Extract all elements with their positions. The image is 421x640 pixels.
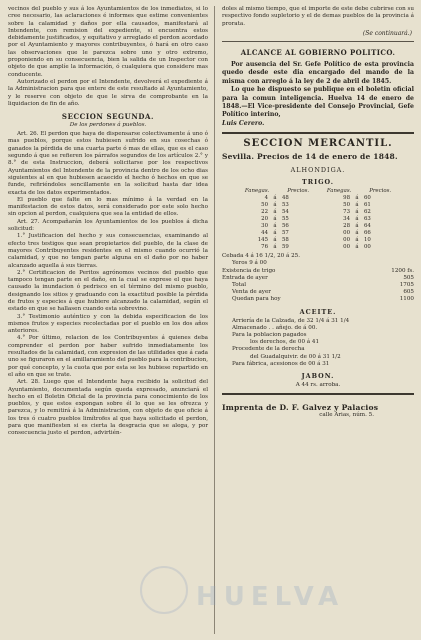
price-cell: 60 (364, 195, 371, 202)
price-cell: 28 (343, 223, 350, 230)
printer-credit: Imprenta de D. F. Galvez y Palacios (222, 403, 379, 413)
printer-address: calle Arias, núm. 5. (319, 412, 374, 419)
price-cell: á (273, 237, 277, 244)
price-cell: 62 (364, 209, 371, 216)
price-row (222, 195, 414, 202)
price-cell: 00 (343, 237, 350, 244)
mercantil-heading: SECCION MERCANTIL. (243, 138, 393, 150)
price-cell: 48 (282, 195, 289, 202)
price-cell: á (355, 216, 359, 223)
spacer (302, 216, 326, 223)
price-cell: á (355, 230, 359, 237)
alcance-heading: ALCANCE AL GOBIERNO POLITICO. (240, 47, 396, 57)
price-cell: á (355, 223, 359, 230)
price-row (222, 202, 414, 209)
signature: Luis Cerero. (222, 119, 265, 127)
paragraph: 3.° Testimonio auténtico y con la debida especificacion de los mismos frutos y especies recolectadas por el pueblo en los dos años anteriores. (8, 313, 208, 335)
right-column (222, 6, 414, 418)
section-heading: SECCION SEGUNDA. (61, 112, 155, 122)
price-cell: 58 (282, 237, 289, 244)
notice-text: Por ausencia del Sr. Gefe Político de esta provincia quedo desde este dia encargado del mando de la misma con arreglo á la ley de 2 de abril de 1845. (222, 60, 414, 85)
divider (222, 393, 414, 395)
paragraph: Art. 27. Acompañarán los Ayuntamientos de los pueblos á dicha solicitud: (8, 218, 208, 233)
price-cell: á (273, 230, 277, 237)
price-table (222, 195, 414, 251)
price-cell: 34 (343, 216, 350, 223)
divider (222, 41, 414, 42)
continued-note: (Se continuará.) (362, 29, 412, 37)
precios-header: Precios. (369, 188, 392, 195)
price-cell: á (273, 209, 277, 216)
price-cell: 76 (261, 244, 268, 251)
paragraph: 4.° Por último, relacion de los Contribuyentes á quienes deba comprender el perdon por haber sufrido inmediatamente los resultados de la calamidad, con expresion de las utilidades que á cada uno se figuraron en el amillaramiento del pueblo para la contribucion, por qué concepto, y la cuota que por esta se les hubiese repartido en el año en que se trate. (8, 335, 208, 378)
price-row (222, 216, 414, 223)
paragraph: vecinos del pueblo y sus á los Ayuntamientos de los inmediatos, si lo cree necesario, las aclaraciones é informes que estime convenientes sobre la calamidad y daños por ella causados, manifestará al Intendente, con remision del expediente, si encuentra estos debidamente justificados, y equitativo y arreglado el perdon acordado por el Ayuntamiento y mayores contribuyentes, ó hará en otro caso las observaciones que le parezca sobre uno y otro extremo, proponiendo en su consecuencia, bien la salida de un Inspector con objeto de que amplíe la información, ó cualquiera que considere mas conducente. (8, 6, 208, 78)
price-cell: á (273, 202, 277, 209)
price-cell: á (273, 216, 277, 223)
aceite-line: Almacenado . . añejo. de á 00. (232, 324, 318, 331)
notice-text: Lo que he dispuesto se publique en el boletin oficial para la comun inteligencia. Huelva 14 de enero de 1848.—El Vice-presidente del Consejo Provincial, Gefe Político interino, (222, 86, 414, 119)
price-row (222, 244, 414, 251)
paragraph: Art. 28. Luego que el Intendente haya recibido la solicitud del Ayuntamiento, documentada según queda expresado, anunciará el hecho en el Boletin Oficial de la provincia para conocimiento de los pueblos, y que estos expongan sobre él lo que se les ofrezca y parezca, y lo remitirá á la Administracion, con objeto de que oficie á los tres ó cuatro pueblos limítrofes al que haya solicitado el perdon, para que manifiesten si es cierta la desgracia que se alega, y por consecuencia justo el perdon, advirtién- (8, 379, 208, 437)
price-cell: 20 (261, 216, 268, 223)
left-column (8, 6, 208, 438)
paragraph: doles al mismo tiempo, que el importe de este debe cubrirse con su respectivo fondo supletorio y el de demas pueblos de la provincia á prorata. (222, 6, 414, 27)
price-cell: 56 (282, 223, 289, 230)
archive-watermark: HUELVA (196, 582, 345, 612)
price-cell: 10 (364, 237, 371, 244)
price-row (222, 223, 414, 230)
paragraph: 1.° Justificacion del hecho y sus consecuencias, examinando al efecto tres testigos que sean propietarios del pueblo, de la clase de mayores Contribuyentes residentes en el mismo cuando ocurrió la calamidad, y que no tengan parte alguna en el daño por no haber alcanzado aquella á sus tierras. (8, 233, 208, 269)
aceite-line: Para fábrica, acesionos de 00 á 31 (232, 360, 330, 367)
spacer (302, 244, 326, 251)
jabon-price: A 44 rs. arroba. (295, 381, 341, 388)
price-cell: 57 (282, 230, 289, 237)
price-cell: 00 (343, 244, 350, 251)
ledger-row: Quedan para hoy 1100 (232, 296, 414, 303)
price-cell: 63 (364, 216, 371, 223)
aceite-heading: ACEITE. (299, 307, 337, 316)
aceite-line: del Guadalquivir. de 00 á 31 1/2 (250, 353, 341, 360)
price-cell: á (355, 202, 359, 209)
column-divider (214, 6, 215, 634)
paragraph: Autorizado el perdon por el Intendente, devolverá el expediente á la Administracion para que entere de este resultado al Ayuntamiento, y le reserve con objeto de que le sirva de comprobante en la liquidacion de fin de año. (8, 78, 208, 107)
spacer (302, 209, 326, 216)
aceite-line: Procedente de la derecha (232, 346, 305, 353)
price-cell: 50 (261, 202, 268, 209)
price-cell: 55 (282, 216, 289, 223)
aceite-line: los derechos, de 00 á 41 (250, 339, 320, 346)
price-cell: 53 (282, 202, 289, 209)
price-cell: á (355, 244, 359, 251)
price-cell: á (273, 195, 277, 202)
spacer (302, 223, 326, 230)
price-cell: 00 (364, 244, 371, 251)
fanegas-header: Fanegas. (244, 188, 270, 195)
price-cell: 145 (257, 237, 268, 244)
sevilla-heading: Sevilla. Precios de 14 de enero de 1848. (222, 152, 398, 162)
price-cell: 54 (282, 209, 289, 216)
price-cell: 4 (264, 195, 268, 202)
precios-header: Precios. (287, 188, 310, 195)
price-cell: á (355, 209, 359, 216)
alhondiga-heading: ALHONDIGA. (290, 166, 346, 175)
jabon-heading: JABON. (301, 371, 335, 380)
ledger-row: Entrada de ayer 505 (222, 274, 414, 281)
price-row (222, 237, 414, 244)
aceite-line: Para la poblacion pagados (232, 331, 307, 338)
fanegas-header: Fanegas. (326, 188, 352, 195)
price-cell: á (273, 244, 277, 251)
price-cell: 44 (261, 230, 268, 237)
price-cell: 66 (364, 230, 371, 237)
spacer (302, 230, 326, 237)
ledger-row: Venta de ayer 605 (232, 289, 414, 296)
price-cell: á (273, 223, 277, 230)
paragraph: 2.° Certificacion de Peritos agrónomos vecinos del pueblo que tampoco tengan parte en el daño, en la cual se exprese el que haya causado la inundacion ó pedrisco en el término del mismo pueblo, designando los sitios y graduando con la exactitud posible la pérdida de frutos y especies á que hubiere alcanzado la calamidad, según el estado en que se hallasen cuando esta sobrevino. (8, 269, 208, 313)
price-cell: 30 (261, 223, 268, 230)
paragraph: Art. 26. El perdon que haya de dispensarse colectivamente á uno ó mas pueblos, porque estos hubiesen sufrido en sus cosechas ó ganados la pérdida de una cuarta parte ó mas de ellas, que es el caso segundo á que se refieren los párrafos segundos de los artículos 2.° y 8.° de esta Instruccion, deberá solicitarse por los respectivos Ayuntamientos del Intendente de la provincia dentro de los ocho dias siguientes al en que hubiesen acaecido el hecho ó hechos en que se funde, refiriéndoles sencillamente en la solicitud hasta dar idea exacta de los datos experimentados. (8, 131, 208, 196)
price-cell: 64 (364, 223, 371, 230)
price-cell: 59 (282, 244, 289, 251)
spacer (302, 195, 326, 202)
trigo-heading: TRIGO. (302, 178, 334, 187)
archive-seal-icon (140, 566, 188, 614)
price-cell: 98 (343, 195, 350, 202)
spacer (302, 202, 326, 209)
spacer (302, 237, 326, 244)
price-cell: á (355, 195, 359, 202)
price-row (222, 230, 414, 237)
cebada-line: Cebada 4 á 16 1/2, 20 á 25. (222, 253, 301, 260)
price-cell: 22 (261, 209, 268, 216)
section-subheading: De los perdones á pueblos. (69, 122, 147, 129)
ledger-row: Existencia de trigo 1200 fs. (222, 267, 414, 274)
price-cell: 50 (343, 202, 350, 209)
paragraph: El pueblo que falte en lo mas mínimo á la verdad en la manifestacion de estos datos, será considerado por este solo hecho sin opcion al perdon, cualquiera que sea la entidad de ellos. (8, 196, 208, 218)
price-row (222, 209, 414, 216)
price-cell: 61 (364, 202, 371, 209)
yeros-line: Yeros 9 á 00 (232, 260, 267, 267)
price-cell: á (355, 237, 359, 244)
divider (222, 132, 414, 134)
price-cell: 73 (343, 209, 350, 216)
aceite-line: Arriería de la Calzada, de 32 1/4 á 31 1/4 (232, 317, 350, 324)
price-table-header (222, 188, 414, 194)
price-cell: 00 (343, 230, 350, 237)
ledger-row: Total 1705 (232, 281, 414, 288)
